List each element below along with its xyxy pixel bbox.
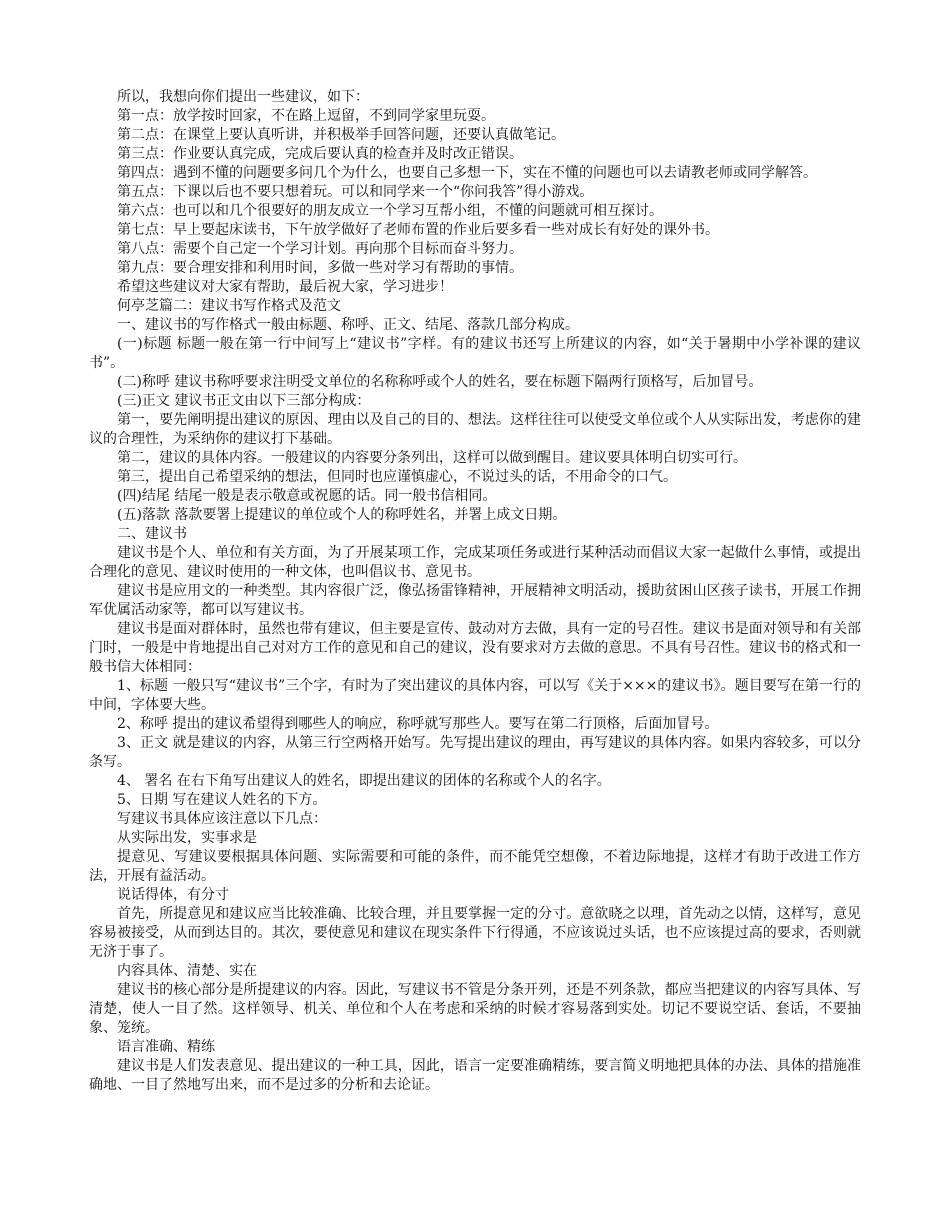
paragraph: 建议书是面对群体时，虽然也带有建议，但主要是宣传、鼓动对方去做，具有一定的号召性。建议书是面对领导和有关部门时，一般是中肯地提出自己对对方工作的意见和自己的建议，没有要求对方去做的意思。不具有号召性。建议书的格式和一般书信大体相同： xyxy=(89,621,861,675)
paragraph: 第二点：在课堂上要认真听讲，并积极举手回答问题，还要认真做笔记。 xyxy=(117,127,565,143)
paragraph: 建议书是人们发表意见、提出建议的一种工具，因此，语言一定要准确精练，要言简义明地把具体的办法、具体的措施准确地、一目了然地写出来，而不是过多的分析和去论证。 xyxy=(89,1058,861,1093)
paragraph: 第七点：早上要起床读书，下午放学做好了老师布置的作业后要多看一些对成长有好处的课外书。 xyxy=(117,222,719,238)
paragraph: (四)结尾 结尾一般是表示敬意或祝愿的话。同一般书信相同。 xyxy=(117,488,497,504)
paragraph: 第一点：放学按时回家，不在路上逗留，不到同学家里玩耍。 xyxy=(117,108,495,124)
paragraph: 第三，提出自己希望采纳的想法，但同时也应谨慎虚心，不说过头的话，不用命令的口气。 xyxy=(117,469,677,485)
paragraph: 提意见、写建议要根据具体问题、实际需要和可能的条件，而不能凭空想像，不着边际地提，这样才有助于改进工作方法，开展有益活动。 xyxy=(89,849,861,884)
paragraph: 5、日期 写在建议人姓名的下方。 xyxy=(117,792,327,808)
subheading: 从实际出发，实事求是 xyxy=(117,830,257,846)
paragraph: 第一，要先阐明提出建议的原因、理由以及自己的目的、想法。这样往往可以使受文单位或个人从实际出发，考虑你的建议的合理性，为采纳你的建议打下基础。 xyxy=(89,412,861,447)
paragraph: 建议书的核心部分是所提建议的内容。因此，写建议书不管是分条开列，还是不列条款，都应当把建议的内容写具体、写清楚，使人一目了然。这样领导、机关、单位和个人在考虑和采纳的时候才容易落到实处。切记不要说空话、套话，不要抽象、笼统。 xyxy=(89,982,861,1036)
paragraph: 第三点：作业要认真完成，完成后要认真的检查并及时改正错误。 xyxy=(117,146,523,162)
subheading: 内容具体、清楚、实在 xyxy=(117,963,257,979)
paragraph: 3、正文 就是建议的内容，从第三行空两格开始写。先写提出建议的理由，再写建议的具体内容。如果内容较多，可以分条写。 xyxy=(89,735,861,770)
paragraph: 第八点：需要个自己定一个学习计划。再向那个目标而奋斗努力。 xyxy=(117,241,523,257)
paragraph: 第九点：要合理安排和利用时间，多做一些对学习有帮助的事情。 xyxy=(117,260,523,276)
section-heading: 一、建议书的写作格式一般由标题、称呼、正文、结尾、落款几部分构成。 xyxy=(117,317,579,333)
paragraph: 第五点：下课以后也不要只想着玩。可以和同学来一个“你问我答”得小游戏。 xyxy=(117,184,594,200)
paragraph: 首先，所提意见和建议应当比较准确、比较合理，并且要掌握一定的分寸。意欲晓之以理，首先动之以情，这样写，意见容易被接受，从而到达目的。其次，要使意见和建议在现实条件下行得通，不应该说过头话，也不应该提过高的要求，否则就无济于事了。 xyxy=(89,906,861,960)
paragraph: (一)标题 标题一般在第一行中间写上“建议书”字样。有的建议书还写上所建议的内容，如“关于暑期中小学补课的建议书”。 xyxy=(89,336,861,371)
paragraph: (二)称呼 建议书称呼要求注明受文单位的名称称呼或个人的姓名，要在标题下隔两行顶格写，后加冒号。 xyxy=(117,374,763,390)
paragraph: (三)正文 建议书正文由以下三部分构成： xyxy=(117,393,371,409)
section-heading: 何亭芝篇二：建议书写作格式及范文 xyxy=(117,298,341,314)
paragraph: 写建议书具体应该注意以下几点： xyxy=(117,811,327,827)
document-body xyxy=(89,88,861,1095)
paragraph: 1、标题 一般只写“建议书”三个字，有时为了突出建议的具体内容，可以写《关于×××的建议书》。题目要写在第一行的中间，字体要大些。 xyxy=(89,678,861,713)
section-heading: 二、建议书 xyxy=(117,526,187,542)
paragraph: 第四点：遇到不懂的问题要多问几个为什么，也要自己多想一下，实在不懂的问题也可以去请教老师或同学解答。 xyxy=(117,165,817,181)
subheading: 说话得体，有分寸 xyxy=(117,887,229,903)
paragraph: 4、 署名 在右下角写出建议人的姓名，即提出建议的团体的名称或个人的名字。 xyxy=(117,773,611,789)
paragraph: 希望这些建议对大家有帮助，最后祝大家，学习进步！ xyxy=(117,279,453,295)
paragraph: 2、称呼 提出的建议希望得到哪些人的响应，称呼就写那些人。要写在第二行顶格，后面加冒号。 xyxy=(117,716,719,732)
paragraph: 第二，建议的具体内容。一般建议的内容要分条列出，这样可以做到醒目。建议要具体明白切实可行。 xyxy=(117,450,747,466)
paragraph: 所以，我想向你们提出一些建议，如下： xyxy=(117,89,369,105)
paragraph: 建议书是个人、单位和有关方面，为了开展某项工作，完成某项任务或进行某种活动而倡议大家一起做什么事情，或提出合理化的意见、建议时使用的一种文体，也叫倡议书、意见书。 xyxy=(89,545,861,580)
paragraph: (五)落款 落款要署上提建议的单位或个人的称呼姓名，并署上成文日期。 xyxy=(117,507,567,523)
subheading: 语言准确、精练 xyxy=(117,1039,215,1055)
paragraph: 建议书是应用文的一种类型。其内容很广泛，像弘扬雷锋精神，开展精神文明活动，援助贫困山区孩子读书，开展工作拥军优属活动家等，都可以写建议书。 xyxy=(89,583,861,618)
paragraph: 第六点：也可以和几个很要好的朋友成立一个学习互帮小组，不懂的问题就可相互探讨。 xyxy=(117,203,663,219)
